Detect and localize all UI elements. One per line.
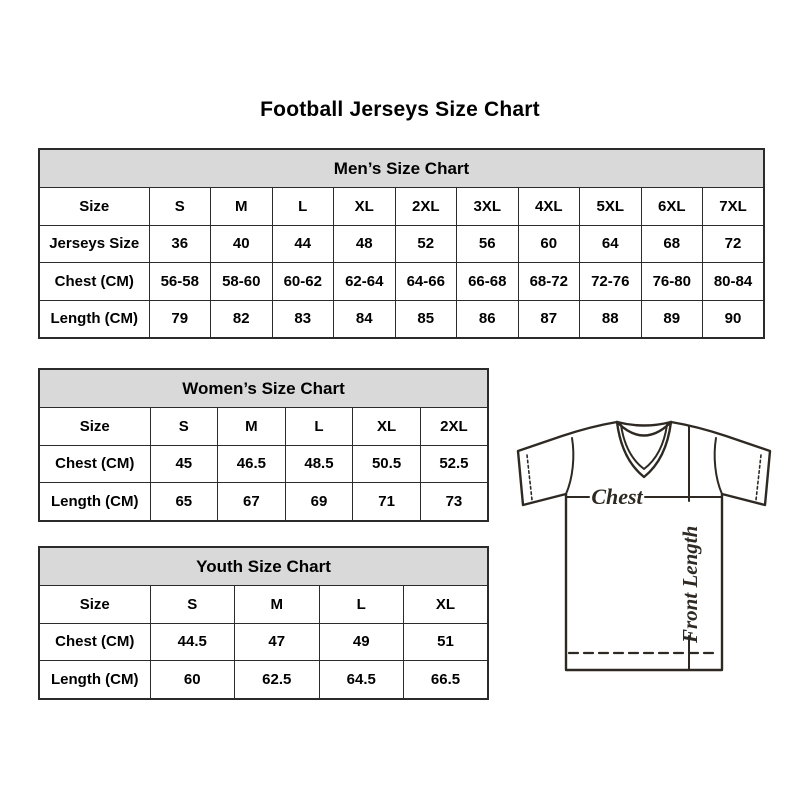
men-table-row <box>39 188 764 226</box>
value-cell: XL <box>334 188 396 226</box>
row-label: Chest (CM) <box>39 623 150 661</box>
row-label: Size <box>39 408 150 446</box>
jersey-measurement-diagram <box>505 400 775 682</box>
women-table <box>38 368 489 522</box>
value-cell: 44 <box>272 225 334 263</box>
value-cell: 50.5 <box>353 445 421 483</box>
value-cell: 88 <box>580 300 642 338</box>
value-cell: 7XL <box>703 188 765 226</box>
men-table-row <box>39 263 764 301</box>
value-cell: 62.5 <box>235 661 320 699</box>
value-cell: 68 <box>641 225 703 263</box>
value-cell: 84 <box>334 300 396 338</box>
women-table-row <box>39 445 488 483</box>
value-cell: 5XL <box>580 188 642 226</box>
men-table-row <box>39 300 764 338</box>
value-cell: 62-64 <box>334 263 396 301</box>
value-cell: 83 <box>272 300 334 338</box>
women-table-row <box>39 483 488 521</box>
row-label: Jerseys Size <box>39 225 149 263</box>
value-cell: 82 <box>211 300 273 338</box>
right-armhole-seam <box>715 438 722 494</box>
value-cell: 87 <box>518 300 580 338</box>
left-armhole-seam <box>566 438 573 494</box>
value-cell: 76-80 <box>641 263 703 301</box>
value-cell: 56 <box>457 225 519 263</box>
right-cuff-dashed-line <box>756 455 761 500</box>
value-cell: 73 <box>420 483 488 521</box>
value-cell: 89 <box>641 300 703 338</box>
men-table-title: Men’s Size Chart <box>39 149 764 188</box>
value-cell: S <box>150 408 218 446</box>
page-title: Football Jerseys Size Chart <box>260 98 540 121</box>
men-table-row <box>39 225 764 263</box>
row-label: Chest (CM) <box>39 263 149 301</box>
value-cell: 64 <box>580 225 642 263</box>
value-cell: 64-66 <box>395 263 457 301</box>
chest-label: Chest <box>591 484 643 509</box>
value-cell: 40 <box>211 225 273 263</box>
value-cell: 3XL <box>457 188 519 226</box>
value-cell: 69 <box>285 483 353 521</box>
value-cell: L <box>319 586 404 624</box>
row-label: Length (CM) <box>39 483 150 521</box>
value-cell: M <box>211 188 273 226</box>
value-cell: 79 <box>149 300 211 338</box>
front-length-label: Front Length <box>678 525 702 643</box>
left-cuff-dashed-line <box>527 455 532 500</box>
value-cell: XL <box>404 586 489 624</box>
women-table-title: Women’s Size Chart <box>39 369 488 408</box>
value-cell: 68-72 <box>518 263 580 301</box>
value-cell: 51 <box>404 623 489 661</box>
mens-size-chart <box>38 148 765 339</box>
value-cell: 52 <box>395 225 457 263</box>
youth-table <box>38 546 489 700</box>
row-label: Size <box>39 586 150 624</box>
value-cell: M <box>218 408 286 446</box>
value-cell: 48 <box>334 225 396 263</box>
row-label: Chest (CM) <box>39 445 150 483</box>
value-cell: 66.5 <box>404 661 489 699</box>
value-cell: 72 <box>703 225 765 263</box>
jersey-outline <box>518 422 770 670</box>
value-cell: 85 <box>395 300 457 338</box>
collar-top-line <box>617 422 671 426</box>
value-cell: 58-60 <box>211 263 273 301</box>
value-cell: 90 <box>703 300 765 338</box>
value-cell: S <box>150 586 235 624</box>
value-cell: 60 <box>518 225 580 263</box>
value-cell: 36 <box>149 225 211 263</box>
value-cell: 49 <box>319 623 404 661</box>
value-cell: 44.5 <box>150 623 235 661</box>
value-cell: 48.5 <box>285 445 353 483</box>
value-cell: 6XL <box>641 188 703 226</box>
value-cell: 2XL <box>395 188 457 226</box>
value-cell: L <box>285 408 353 446</box>
value-cell: 71 <box>353 483 421 521</box>
men-table <box>38 148 765 339</box>
value-cell: 80-84 <box>703 263 765 301</box>
row-label: Size <box>39 188 149 226</box>
value-cell: 47 <box>235 623 320 661</box>
value-cell: L <box>272 188 334 226</box>
row-label: Length (CM) <box>39 661 150 699</box>
youth-table-row <box>39 623 488 661</box>
value-cell: 60 <box>150 661 235 699</box>
women-table-row <box>39 408 488 446</box>
value-cell: 2XL <box>420 408 488 446</box>
value-cell: 66-68 <box>457 263 519 301</box>
value-cell: M <box>235 586 320 624</box>
value-cell: 56-58 <box>149 263 211 301</box>
value-cell: 86 <box>457 300 519 338</box>
value-cell: S <box>149 188 211 226</box>
value-cell: 72-76 <box>580 263 642 301</box>
womens-size-chart <box>38 368 489 522</box>
value-cell: XL <box>353 408 421 446</box>
row-label: Length (CM) <box>39 300 149 338</box>
value-cell: 65 <box>150 483 218 521</box>
value-cell: 46.5 <box>218 445 286 483</box>
value-cell: 4XL <box>518 188 580 226</box>
youth-size-chart <box>38 546 489 700</box>
value-cell: 45 <box>150 445 218 483</box>
value-cell: 67 <box>218 483 286 521</box>
youth-table-row <box>39 586 488 624</box>
value-cell: 60-62 <box>272 263 334 301</box>
youth-table-row <box>39 661 488 699</box>
value-cell: 64.5 <box>319 661 404 699</box>
value-cell: 52.5 <box>420 445 488 483</box>
youth-table-title: Youth Size Chart <box>39 547 488 586</box>
